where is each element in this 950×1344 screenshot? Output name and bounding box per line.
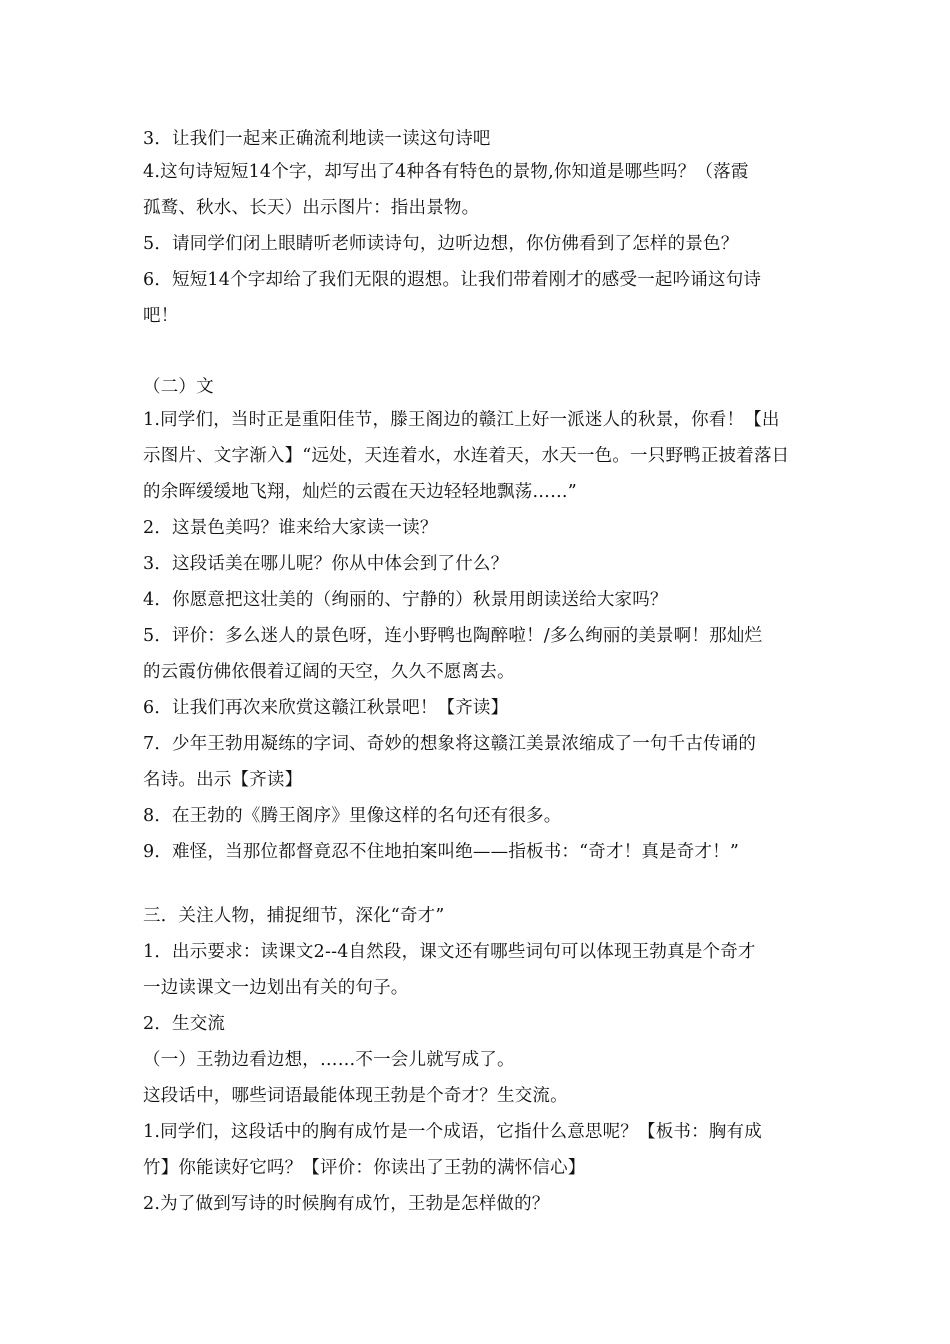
paragraph-line: 4．你愿意把这壮美的（绚丽的、宁静的）秋景用朗读送给大家吗？ xyxy=(143,590,668,610)
paragraph-line: 示图片、文字渐入】“远处，天连着水，水连着天，水天一色。一只野鸭正披着落日 xyxy=(143,446,790,466)
paragraph-line: 8．在王勃的《腾王阁序》里像这样的名句还有很多。 xyxy=(143,806,562,826)
paragraph-line: 6．让我们再次来欣赏这赣江秋景吧！【齐读】 xyxy=(143,698,509,718)
section-heading: 三．关注人物，捕捉细节，深化“奇才” xyxy=(143,906,445,926)
paragraph-line: 一边读课文一边划出有关的句子。 xyxy=(143,978,409,998)
paragraph-line: 2．生交流 xyxy=(143,1014,226,1034)
paragraph-line: 6．短短14个字却给了我们无限的遐想。让我们带着刚才的感受一起吟诵这句诗 xyxy=(143,270,762,290)
paragraph-line: 5．请同学们闭上眼睛听老师读诗句，边听边想，你仿佛看到了怎样的景色？ xyxy=(143,234,739,254)
paragraph-line: （一）王勃边看边想，……不一会儿就写成了。 xyxy=(143,1050,515,1070)
paragraph-line: 1．出示要求：读课文2--4自然段，课文还有哪些词句可以体现王勃真是个奇才 xyxy=(143,942,756,962)
paragraph-line: 孤鹜、秋水、长天）出示图片：指出景物。 xyxy=(143,198,480,218)
paragraph-line: 2．这景色美吗？谁来给大家读一读？ xyxy=(143,518,438,538)
paragraph-line: 4.这句诗短短14个字，却写出了4种各有特色的景物,你知道是哪些吗？（落霞 xyxy=(143,162,749,182)
paragraph-line: 2.为了做到写诗的时候胸有成竹，王勃是怎样做的？ xyxy=(143,1194,550,1214)
paragraph-line: 的余晖缓缓地飞翔，灿烂的云霞在天边轻轻地飘荡……” xyxy=(143,482,577,502)
paragraph-line: 1.同学们，当时正是重阳佳节，滕王阁边的赣江上好一派迷人的秋景，你看！【出 xyxy=(143,410,780,430)
paragraph-line: 名诗。出示【齐读】 xyxy=(143,770,303,790)
paragraph-line: 竹】你能读好它吗？【评价：你读出了王勃的满怀信心】 xyxy=(143,1158,586,1178)
paragraph-line: 3．让我们一起来正确流利地读一读这句诗吧 xyxy=(143,129,491,149)
paragraph-line: 吧！ xyxy=(143,306,179,326)
paragraph-line: 7．少年王勃用凝练的字词、奇妙的想象将这赣江美景浓缩成了一句千古传诵的 xyxy=(143,734,757,754)
paragraph-line: 3．这段话美在哪儿呢？你从中体会到了什么？ xyxy=(143,554,509,574)
paragraph-line: 9．难怪，当那位都督竟忍不住地拍案叫绝——指板书：“奇才！真是奇才！” xyxy=(143,842,740,862)
section-heading: （二）文 xyxy=(143,377,214,397)
paragraph-line: 这段话中，哪些词语最能体现王勃是个奇才？生交流。 xyxy=(143,1086,568,1106)
paragraph-line: 的云霞仿佛依偎着辽阔的天空，久久不愿离去。 xyxy=(143,662,515,682)
paragraph-line: 1.同学们，这段话中的胸有成竹是一个成语，它指什么意思呢？【板书：胸有成 xyxy=(143,1122,762,1142)
paragraph-line: 5．评价：多么迷人的景色呀，连小野鸭也陶醉啦！/多么绚丽的美景啊！那灿烂 xyxy=(143,626,763,646)
